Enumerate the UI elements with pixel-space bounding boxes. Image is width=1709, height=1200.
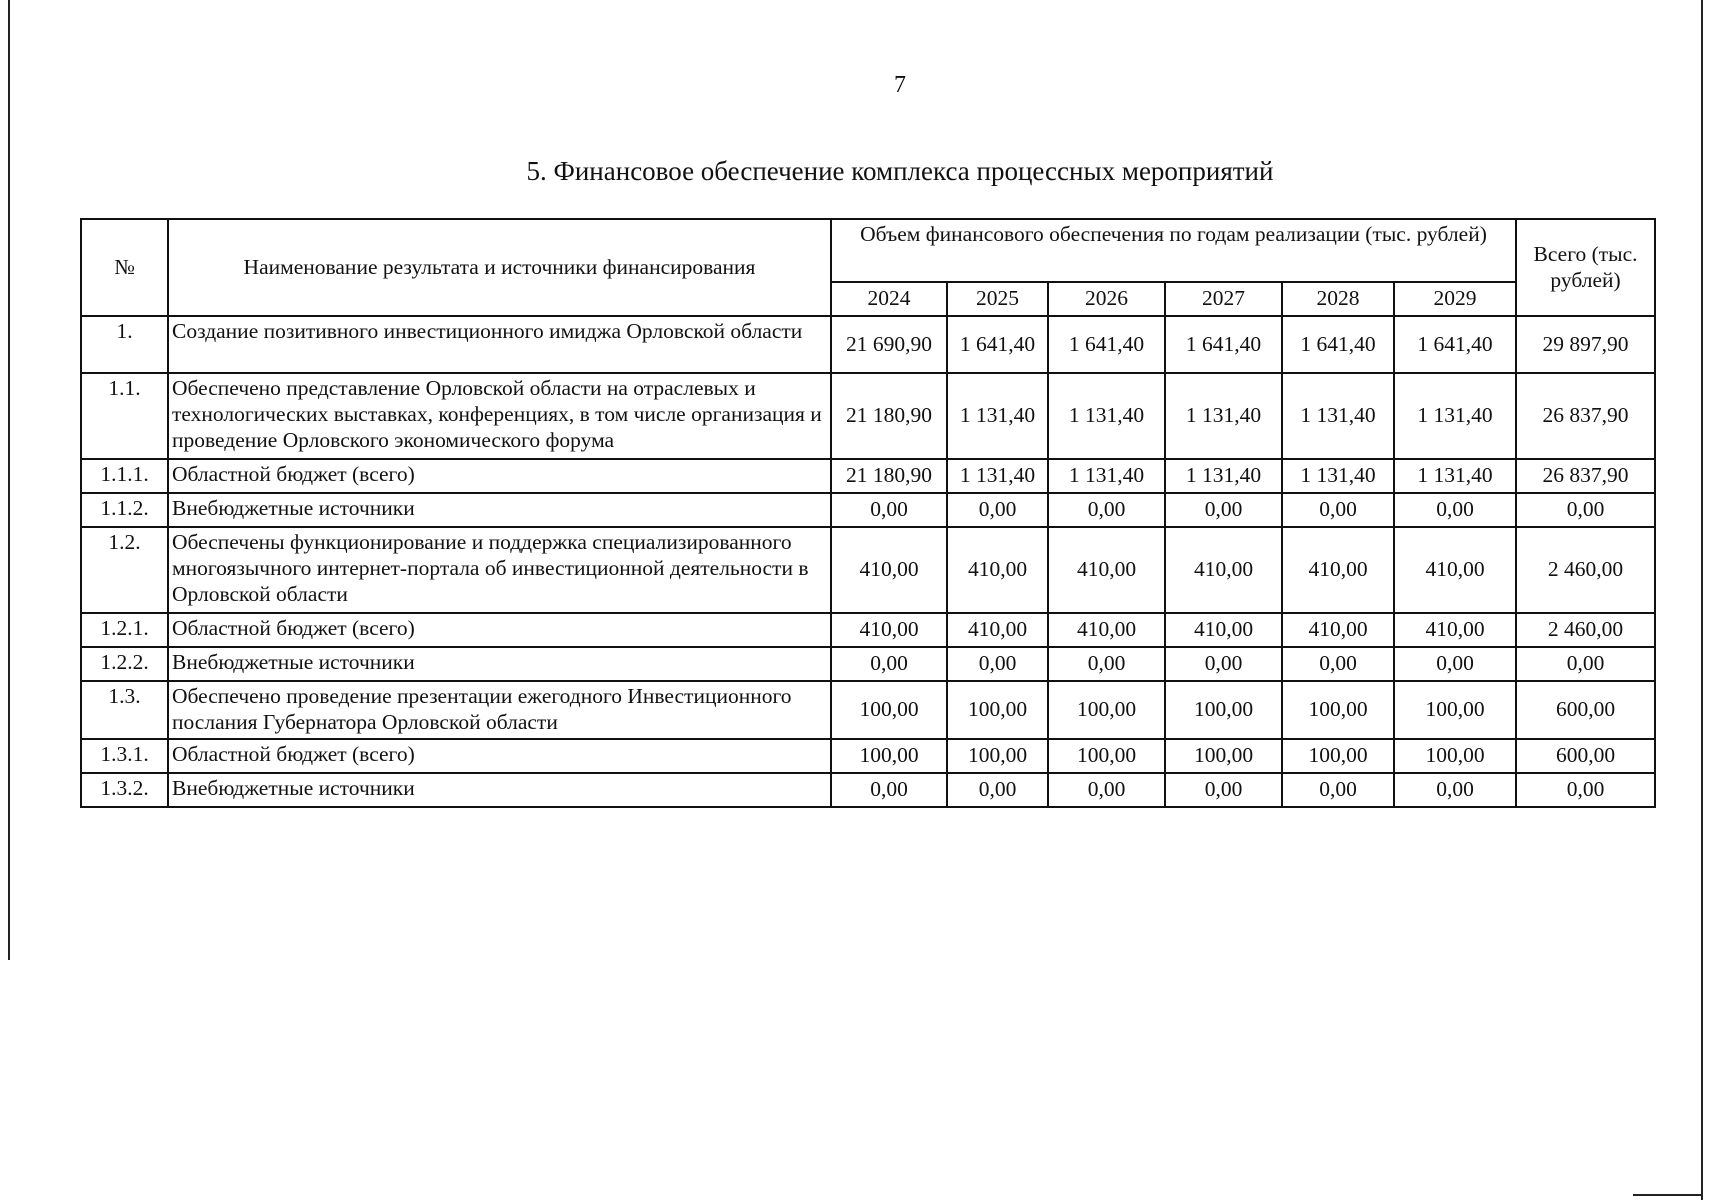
row-value: 410,00 [831,613,947,647]
row-value: 1 131,40 [1048,459,1165,493]
row-value: 1 131,40 [1282,459,1394,493]
row-value: 0,00 [1165,493,1282,527]
table-row [81,316,1655,373]
row-value: 0,00 [831,773,947,807]
row-value: 21 180,90 [831,459,947,493]
table-row [81,493,1655,527]
row-value: 410,00 [1165,527,1282,613]
row-value: 0,00 [1048,493,1165,527]
row-num: 1.2.1. [81,613,168,647]
header-num: № [81,219,168,316]
row-total: 26 837,90 [1516,373,1655,459]
row-num: 1.3. [81,681,168,739]
row-value: 100,00 [831,739,947,773]
row-value: 100,00 [947,739,1048,773]
row-value: 100,00 [1394,739,1516,773]
row-value: 100,00 [947,681,1048,739]
row-value: 410,00 [947,613,1048,647]
row-value: 21 690,90 [831,316,947,373]
row-value: 1 641,40 [1394,316,1516,373]
row-value: 100,00 [1282,739,1394,773]
page-number: 7 [894,72,906,98]
row-value: 0,00 [1165,773,1282,807]
row-value: 1 641,40 [1165,316,1282,373]
row-value: 410,00 [1282,613,1394,647]
header-year: 2024 [831,282,947,316]
table-row [81,527,1655,613]
row-name: Обеспечено представление Орловской области на отраслевых и технологических выставках, конференциях, в том числе организация и проведение Орловского экономического форума [168,373,831,459]
row-value: 410,00 [831,527,947,613]
row-name: Обеспечено проведение презентации ежегодного Инвестиционного послания Губернатора Орловской области [168,681,831,739]
table-row [81,681,1655,739]
row-num: 1.3.2. [81,773,168,807]
page-edge-left [8,0,10,960]
row-name: Областной бюджет (всего) [168,459,831,493]
row-value: 1 131,40 [1165,373,1282,459]
table-row [81,647,1655,681]
row-value: 0,00 [1048,773,1165,807]
row-name: Создание позитивного инвестиционного имиджа Орловской области [168,316,831,373]
row-value: 100,00 [1165,681,1282,739]
section-title: 5. Финансовое обеспечение комплекса процессных мероприятий [526,156,1274,186]
row-num: 1.1.1. [81,459,168,493]
row-value: 1 131,40 [1394,373,1516,459]
row-value: 100,00 [1048,681,1165,739]
row-name: Обеспечены функционирование и поддержка специализированного многоязычного интернет-портала об инвестиционной деятельности в Орловской области [168,527,831,613]
row-value: 0,00 [831,493,947,527]
row-value: 0,00 [1394,647,1516,681]
row-total: 26 837,90 [1516,459,1655,493]
row-value: 0,00 [1282,493,1394,527]
header-total: Всего (тыс. рублей) [1516,219,1655,316]
row-value: 410,00 [1282,527,1394,613]
row-value: 1 131,40 [1394,459,1516,493]
header-year: 2028 [1282,282,1394,316]
row-total: 2 460,00 [1516,613,1655,647]
row-value: 0,00 [1394,493,1516,527]
row-value: 100,00 [1165,739,1282,773]
row-num: 1.3.1. [81,739,168,773]
financing-table [80,218,1656,808]
row-total: 600,00 [1516,739,1655,773]
row-value: 0,00 [947,647,1048,681]
table-row [81,773,1655,807]
row-value: 1 131,40 [1048,373,1165,459]
row-value: 1 131,40 [947,459,1048,493]
row-value: 100,00 [1282,681,1394,739]
row-value: 410,00 [1394,613,1516,647]
row-name: Внебюджетные источники [168,493,831,527]
row-value: 0,00 [1048,647,1165,681]
row-num: 1.1. [81,373,168,459]
table-row [81,613,1655,647]
row-value: 0,00 [947,773,1048,807]
row-value: 21 180,90 [831,373,947,459]
row-value: 100,00 [831,681,947,739]
row-value: 410,00 [1165,613,1282,647]
table-row [81,373,1655,459]
row-value: 410,00 [947,527,1048,613]
row-value: 0,00 [1165,647,1282,681]
row-num: 1.1.2. [81,493,168,527]
row-value: 410,00 [1048,527,1165,613]
row-value: 0,00 [1282,647,1394,681]
row-total: 0,00 [1516,493,1655,527]
row-total: 0,00 [1516,773,1655,807]
row-value: 1 641,40 [947,316,1048,373]
header-volume: Объем финансового обеспечения по годам реализации (тыс. рублей) [831,219,1516,282]
row-num: 1.2.2. [81,647,168,681]
header-year: 2029 [1394,282,1516,316]
table-row [81,739,1655,773]
row-total: 29 897,90 [1516,316,1655,373]
row-value: 1 641,40 [1282,316,1394,373]
row-name: Областной бюджет (всего) [168,613,831,647]
row-total: 0,00 [1516,647,1655,681]
row-num: 1.2. [81,527,168,613]
row-value: 100,00 [1048,739,1165,773]
header-year: 2026 [1048,282,1165,316]
row-value: 0,00 [831,647,947,681]
row-total: 2 460,00 [1516,527,1655,613]
row-value: 100,00 [1394,681,1516,739]
header-year: 2027 [1165,282,1282,316]
table-row [81,459,1655,493]
row-name: Внебюджетные источники [168,647,831,681]
row-name: Областной бюджет (всего) [168,739,831,773]
row-value: 1 131,40 [1165,459,1282,493]
header-year: 2025 [947,282,1048,316]
row-value: 410,00 [1394,527,1516,613]
row-value: 1 641,40 [1048,316,1165,373]
row-value: 1 131,40 [947,373,1048,459]
table-header [81,219,1655,316]
row-value: 0,00 [947,493,1048,527]
row-value: 0,00 [1282,773,1394,807]
row-name: Внебюджетные источники [168,773,831,807]
row-value: 410,00 [1048,613,1165,647]
row-value: 1 131,40 [1282,373,1394,459]
row-value: 0,00 [1394,773,1516,807]
row-total: 600,00 [1516,681,1655,739]
page-edge-bottom [1633,1194,1703,1196]
row-num: 1. [81,316,168,373]
header-name: Наименование результата и источники финансирования [168,219,831,316]
